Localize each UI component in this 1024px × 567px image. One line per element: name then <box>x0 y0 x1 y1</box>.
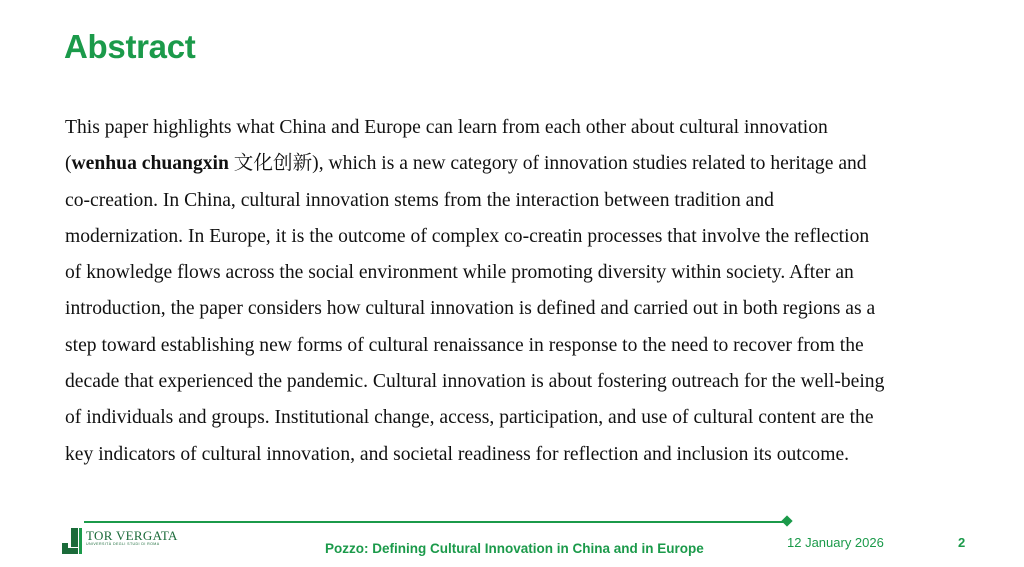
abstract-line: of individuals and groups. Institutional change, access, participation, and use of cultural content are the <box>65 407 874 429</box>
page-number: 2 <box>958 535 966 550</box>
abstract-line: decade that experienced the pandemic. Cultural innovation is about fostering outreach for the well-being <box>65 371 885 393</box>
pinyin-term: wenhua chuangxin <box>71 153 229 175</box>
logo-subtitle: UNIVERSITÀ DEGLI STUDI DI ROMA <box>86 542 160 546</box>
paren-open: ( <box>65 153 72 175</box>
chinese-term: 文化创新 <box>228 153 313 175</box>
university-logo <box>62 528 178 554</box>
abstract-body <box>65 110 975 473</box>
abstract-line: modernization. In Europe, it is the outcome of complex co-creatin processes that involve the reflection <box>65 225 870 247</box>
slide-title: Abstract <box>64 28 196 65</box>
diamond-icon <box>781 515 792 526</box>
tor-vergata-logo-icon <box>62 528 82 554</box>
abstract-line <box>65 146 975 182</box>
footer-divider <box>84 521 786 523</box>
abstract-line: step toward establishing new forms of cultural renaissance in response to the need to recover from the <box>65 334 864 356</box>
abstract-line: introduction, the paper considers how cultural innovation is defined and carried out in both regions as a <box>65 298 876 320</box>
abstract-line-rest: ), which is a new category of innovation studies related to heritage and <box>312 153 867 175</box>
abstract-line: key indicators of cultural innovation, and societal readiness for reflection and inclusion its outcome. <box>65 443 850 465</box>
abstract-line: co-creation. In China, cultural innovation stems from the interaction between tradition and <box>65 189 774 211</box>
logo-name: TOR VERGATA <box>86 528 178 543</box>
abstract-line: of knowledge flows across the social environment while promoting diversity within society. After an <box>65 262 854 284</box>
presentation-title: Pozzo: Defining Cultural Innovation in China and in Europe <box>325 541 704 556</box>
presentation-date: 12 January 2026 <box>787 535 884 550</box>
abstract-line: This paper highlights what China and Europe can learn from each other about cultural innovation <box>65 117 828 138</box>
